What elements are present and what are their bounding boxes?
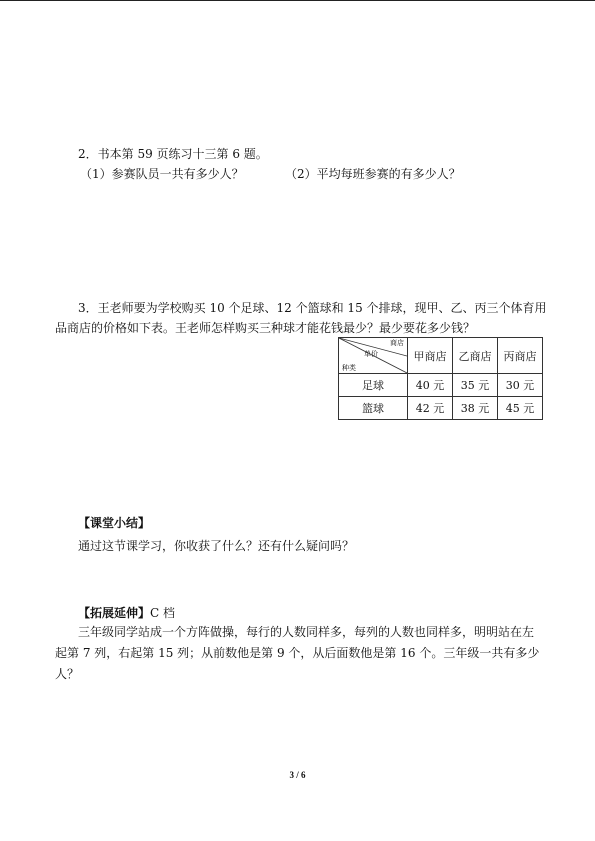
question-3-text-line-1: 3．王老师要为学校购买 10 个足球、12 个篮球和 15 个排球，现甲、乙、丙三个体育用 — [78, 301, 547, 315]
table-row — [339, 374, 543, 397]
question-3-text-line-2: 品商店的价格如下表。王老师怎样购买三种球才能花钱最少？最少要花多少钱？ — [55, 321, 476, 335]
page-number: 3 / 6 — [289, 770, 306, 780]
extension-body-line-3: 人？ — [55, 667, 80, 681]
price-cell: 40 元 — [408, 374, 453, 397]
price-table-corner-cell — [339, 338, 408, 374]
question-2-part-1: （1）参赛队员一共有多少人？ — [80, 167, 244, 181]
price-table — [338, 337, 543, 420]
extension-body-line-1: 三年级同学站成一个方阵做操，每行的人数同样多，每列的人数也同样多，明明站在左 — [78, 625, 535, 639]
question-2-title: 2．书本第 59 页练习十三第 6 题。 — [78, 147, 268, 161]
question-2-part-2: （2）平均每班参赛的有多少人？ — [285, 167, 461, 181]
header-shop-c: 丙商店 — [498, 338, 543, 374]
row-label-football: 足球 — [339, 374, 408, 397]
header-shop-a: 甲商店 — [408, 338, 453, 374]
summary-heading: 【课堂小结】 — [78, 516, 151, 530]
extension-level: C 档 — [150, 606, 176, 620]
price-cell: 35 元 — [453, 374, 498, 397]
extension-heading: 【拓展延伸】 — [78, 606, 151, 620]
corner-label-shop: 商店 — [390, 339, 404, 347]
price-cell: 45 元 — [498, 397, 543, 420]
top-border-line — [0, 0, 595, 1]
extension-heading-line — [78, 605, 175, 621]
price-table-header-row — [339, 338, 543, 374]
price-cell: 42 元 — [408, 397, 453, 420]
extension-body-line-2: 起第 7 列，右起第 15 列；从前数他是第 9 个，从后面数他是第 16 个。三年级一共有多少 — [55, 646, 540, 660]
row-label-basketball: 篮球 — [339, 397, 408, 420]
summary-body: 通过这节课学习，你收获了什么？还有什么疑问吗？ — [78, 539, 355, 553]
header-shop-b: 乙商店 — [453, 338, 498, 374]
price-cell: 30 元 — [498, 374, 543, 397]
corner-label-price: 单价 — [364, 350, 378, 358]
corner-label-kind: 种类 — [342, 364, 356, 372]
table-row — [339, 397, 543, 420]
price-cell: 38 元 — [453, 397, 498, 420]
